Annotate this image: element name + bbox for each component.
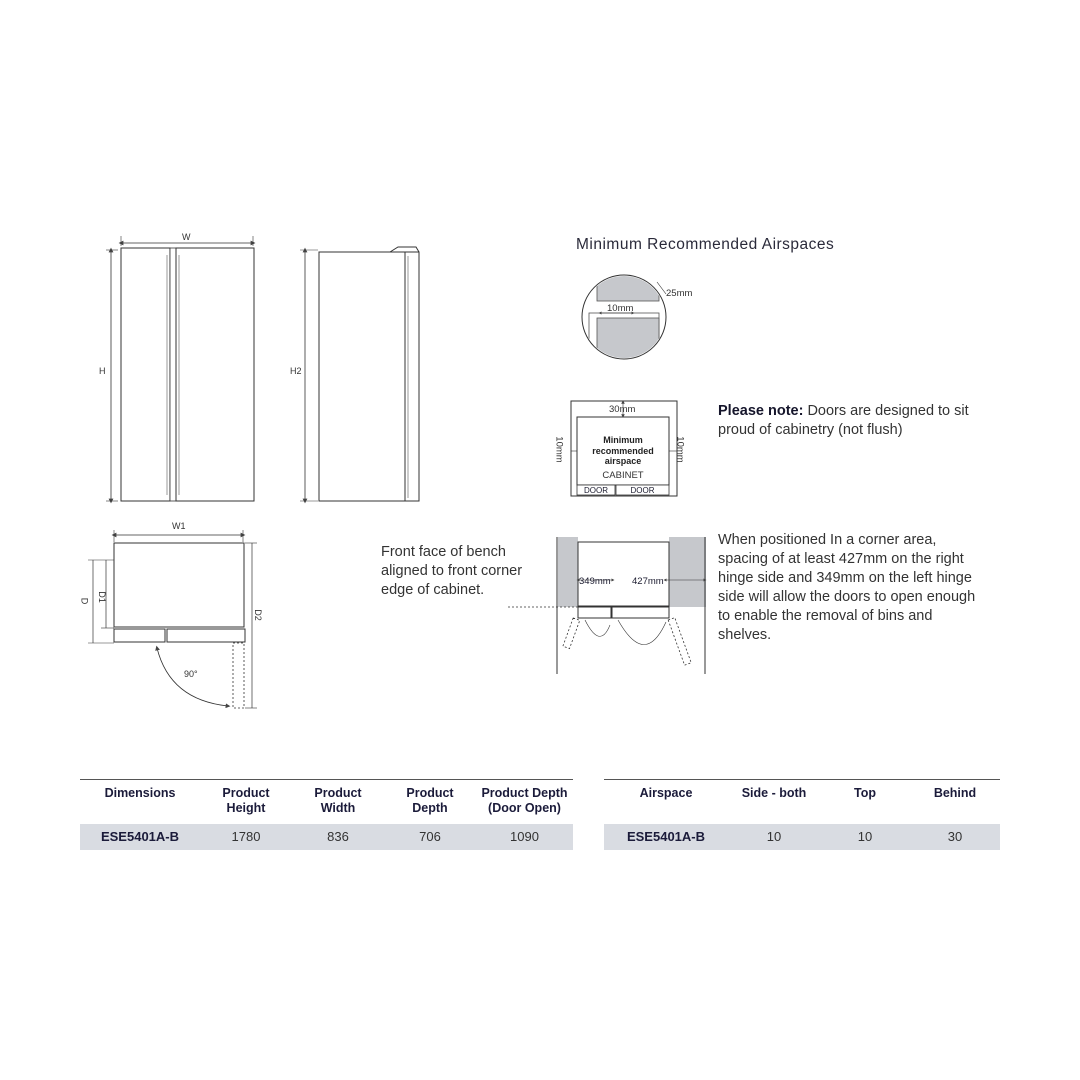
side-view <box>300 247 419 501</box>
corner-plan <box>508 537 706 674</box>
w1-label: W1 <box>172 521 186 531</box>
door-right-label: DOOR <box>630 486 655 495</box>
detail-25mm-label: 25mm <box>666 288 693 299</box>
top-view <box>88 530 257 708</box>
detail-10mm-label: 10mm <box>607 303 634 314</box>
cabinet-label: CABINET <box>602 470 644 481</box>
h-label: H <box>99 366 106 376</box>
dim-header-width: Product Width <box>314 786 362 815</box>
air-header-side: Side - both <box>741 786 807 800</box>
w-label: W <box>182 232 191 242</box>
front-view <box>106 236 254 501</box>
table-row <box>604 824 1000 850</box>
door-left-label: DOOR <box>584 486 608 495</box>
dim-width: 836 <box>327 829 349 844</box>
dim-depth: 706 <box>419 829 441 844</box>
d-label: D <box>79 597 90 605</box>
cabinet-center-label: Minimum recommended airspace <box>592 435 654 466</box>
air-header-behind: Behind <box>933 786 977 800</box>
bench-note: Front face of bench aligned to front corner edge of cabinet. <box>381 544 523 598</box>
airspace-table <box>604 779 1000 850</box>
dim-header-height: Product Height <box>222 786 270 815</box>
dim-header-depth: Product Depth <box>406 786 454 815</box>
cabinet-right-gap-label: 10mm <box>674 436 686 463</box>
corner-note: When positioned In a corner area, spacing of at least 427mm on the right hinge side and 349mm on the left hinge side will allow the doors to open enough to enable the removal of bins and shelves. <box>718 532 976 643</box>
table-row <box>80 824 573 850</box>
airspace-detail <box>582 275 666 373</box>
dimensions-table <box>80 779 573 850</box>
h2-label: H2 <box>290 366 302 376</box>
dim-depth-door-open: 1090 <box>510 829 539 844</box>
corner-left-gap-label: 349mm <box>579 576 611 587</box>
air-model: ESE5401A-B <box>626 829 706 844</box>
angle-label: 90° <box>184 669 198 679</box>
dim-height: 1780 <box>231 829 261 844</box>
air-top: 10 <box>857 829 873 844</box>
dim-model: ESE5401A-B <box>100 829 180 844</box>
corner-right-gap-label: 427mm <box>632 576 664 587</box>
d1-label: D1 <box>96 591 107 603</box>
cabinet-top-gap-label: 30mm <box>609 404 636 415</box>
air-side: 10 <box>766 829 782 844</box>
air-header-top: Top <box>854 786 876 800</box>
cabinet-left-gap-label: 10mm <box>553 436 565 463</box>
air-behind: 30 <box>947 829 963 844</box>
dim-header-dimensions: Dimensions <box>104 786 176 800</box>
please-note: Please note: Doors are designed to sit proud of cabinetry (not flush) <box>718 403 969 438</box>
air-header-airspace: Airspace <box>639 786 693 800</box>
d2-label: D2 <box>252 609 263 621</box>
airspace-heading: Minimum Recommended Airspaces <box>576 236 835 253</box>
dim-header-depth-door-open: Product Depth (Door Open) <box>481 786 568 815</box>
